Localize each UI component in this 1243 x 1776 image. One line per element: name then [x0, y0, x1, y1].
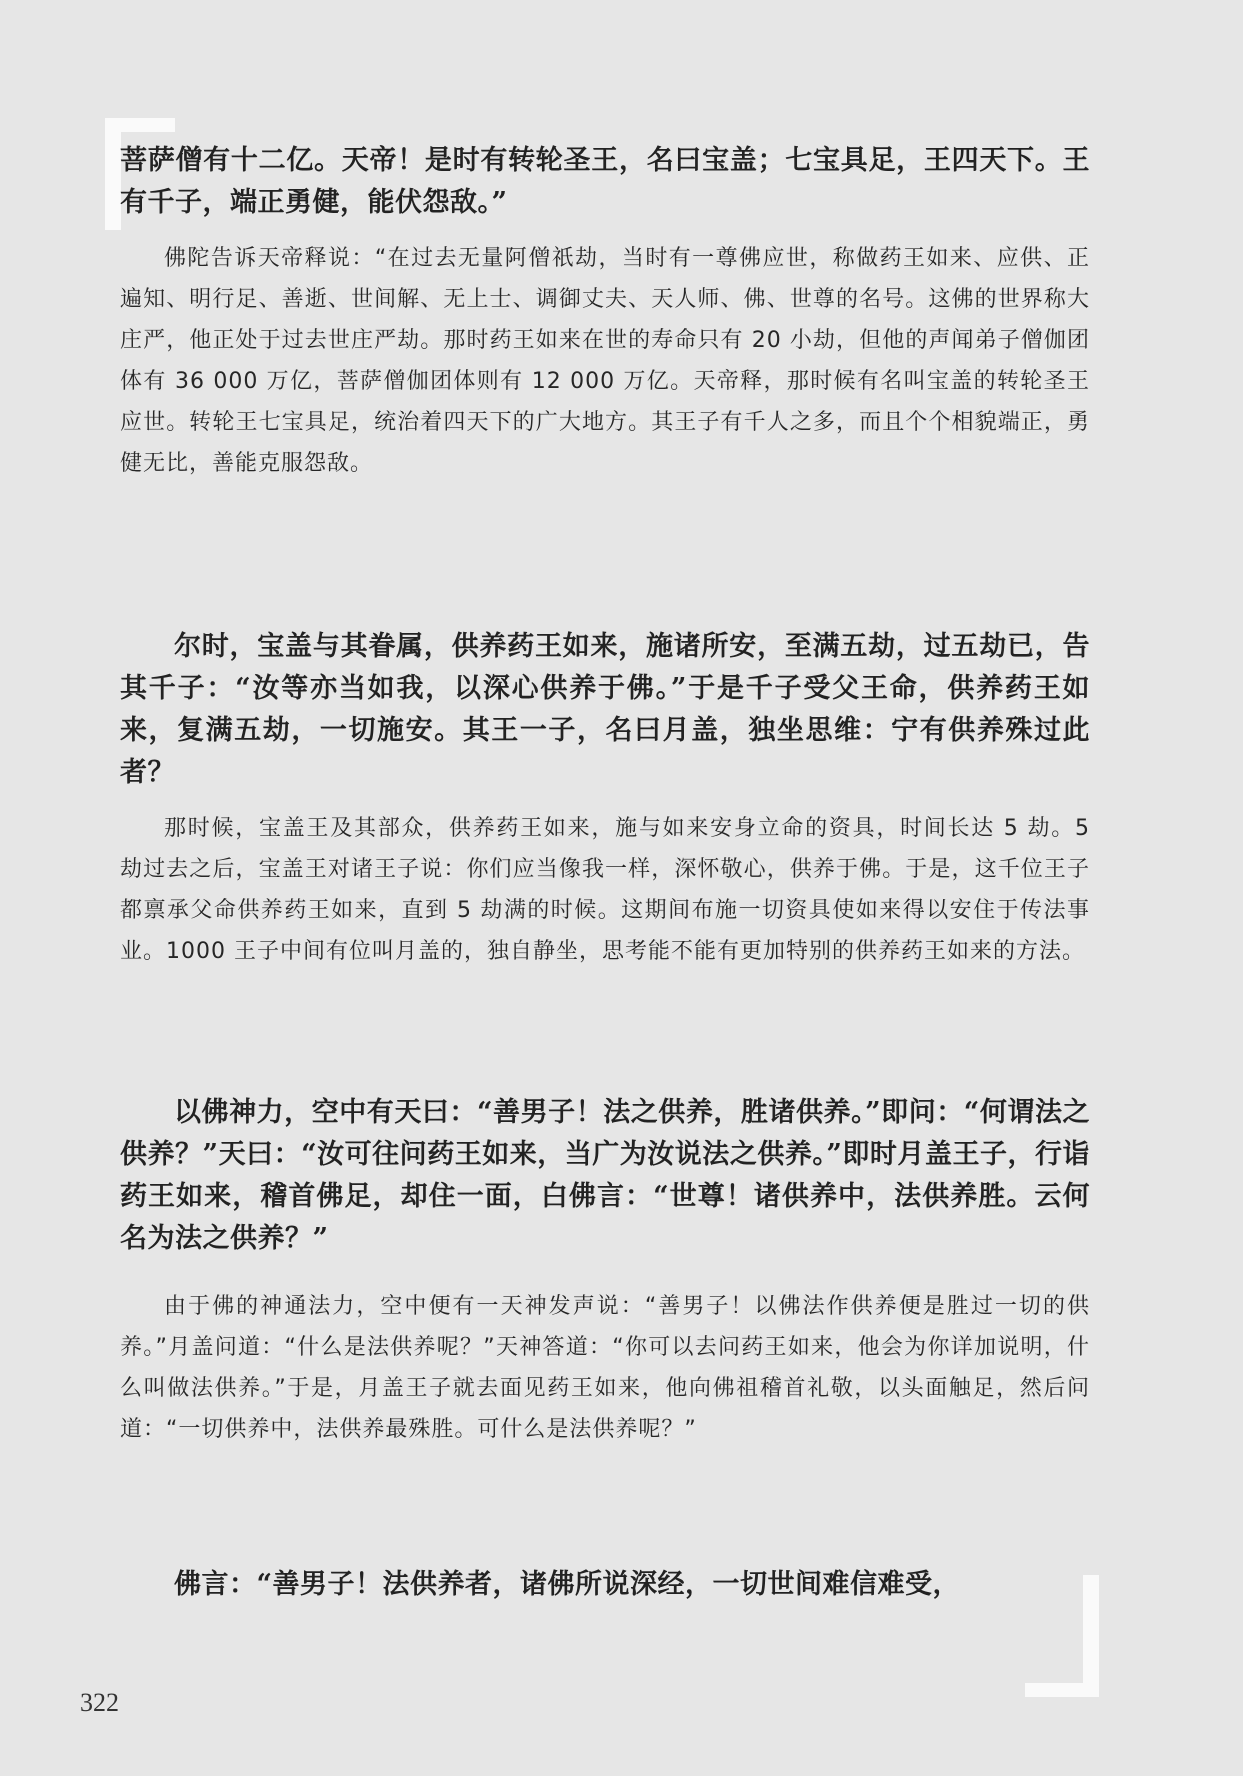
translation-passage-2	[120, 808, 1090, 972]
sutra-text: 菩萨僧有十二亿。天帝！是时有转轮圣王，名曰宝盖；七宝具足，王四天下。王有千子，端正勇健，能伏怨敌。”	[120, 145, 1090, 218]
sutra-passage-4	[120, 1564, 1090, 1606]
corner-bracket-top-left	[105, 118, 121, 230]
translation-text: 由于佛的神通法力，空中便有一天神发声说：“善男子！以佛法作供养便是胜过一切的供养。”月盖问道：“什么是法供养呢？”天神答道：“你可以去问药王如来，他会为你详加说明，什么叫做法供养。”于是，月盖王子就去面见药王如来，他向佛祖稽首礼敬，以头面触足，然后问道：“一切供养中，法供养最殊胜。可什么是法供养呢？”	[120, 1294, 1090, 1442]
sutra-passage-3	[120, 1092, 1090, 1260]
corner-bracket-top-left-bar	[105, 118, 175, 132]
translation-text: 那时候，宝盖王及其部众，供养药王如来，施与如来安身立命的资具，时间长达 5 劫。5 劫过去之后，宝盖王对诸王子说：你们应当像我一样，深怀敬心，供养于佛。于是，这千位王子都禀承父命供养药王如来，直到 5 劫满的时候。这期间布施一切资具使如来得以安住于传法事业。1000 王子中间有位叫月盖的，独自静坐，思考能不能有更加特别的供养药王如来的方法。	[120, 816, 1090, 964]
sutra-passage-1	[120, 140, 1090, 224]
translation-passage-3	[120, 1286, 1090, 1450]
translation-passage-1	[120, 238, 1090, 484]
page-number: 322	[80, 1688, 119, 1717]
sutra-text: 尔时，宝盖与其眷属，供养药王如来，施诸所安，至满五劫，过五劫已，告其千子：“汝等亦当如我，以深心供养于佛。”于是千子受父王命，供养药王如来，复满五劫，一切施安。其王一子，名曰月盖，独坐思维：宁有供养殊过此者？	[120, 631, 1090, 788]
sutra-passage-2	[120, 626, 1090, 794]
corner-bracket-bottom-right-bar	[1025, 1683, 1099, 1697]
translation-text: 佛陀告诉天帝释说：“在过去无量阿僧祇劫，当时有一尊佛应世，称做药王如来、应供、正遍知、明行足、善逝、世间解、无上士、调御丈夫、天人师、佛、世尊的名号。这佛的世界称大庄严，他正处于过去世庄严劫。那时药王如来在世的寿命只有 20 小劫，但他的声闻弟子僧伽团体有 36 000 万亿，菩萨僧伽团体则有 12 000 万亿。天帝释，那时候有名叫宝盖的转轮圣王应世。转轮王七宝具足，统治着四天下的广大地方。其王子有千人之多，而且个个相貌端正，勇健无比，善能克服怨敌。	[120, 246, 1090, 476]
sutra-text: 佛言：“善男子！法供养者，诸佛所说深经，一切世间难信难受，	[174, 1569, 961, 1600]
sutra-text: 以佛神力，空中有天曰：“善男子！法之供养，胜诸供养。”即问：“何谓法之供养？”天曰：“汝可往问药王如来，当广为汝说法之供养。”即时月盖王子，行诣药王如来，稽首佛足，却住一面，白佛言：“世尊！诸供养中，法供养胜。云何名为法之供养？”	[120, 1097, 1090, 1254]
